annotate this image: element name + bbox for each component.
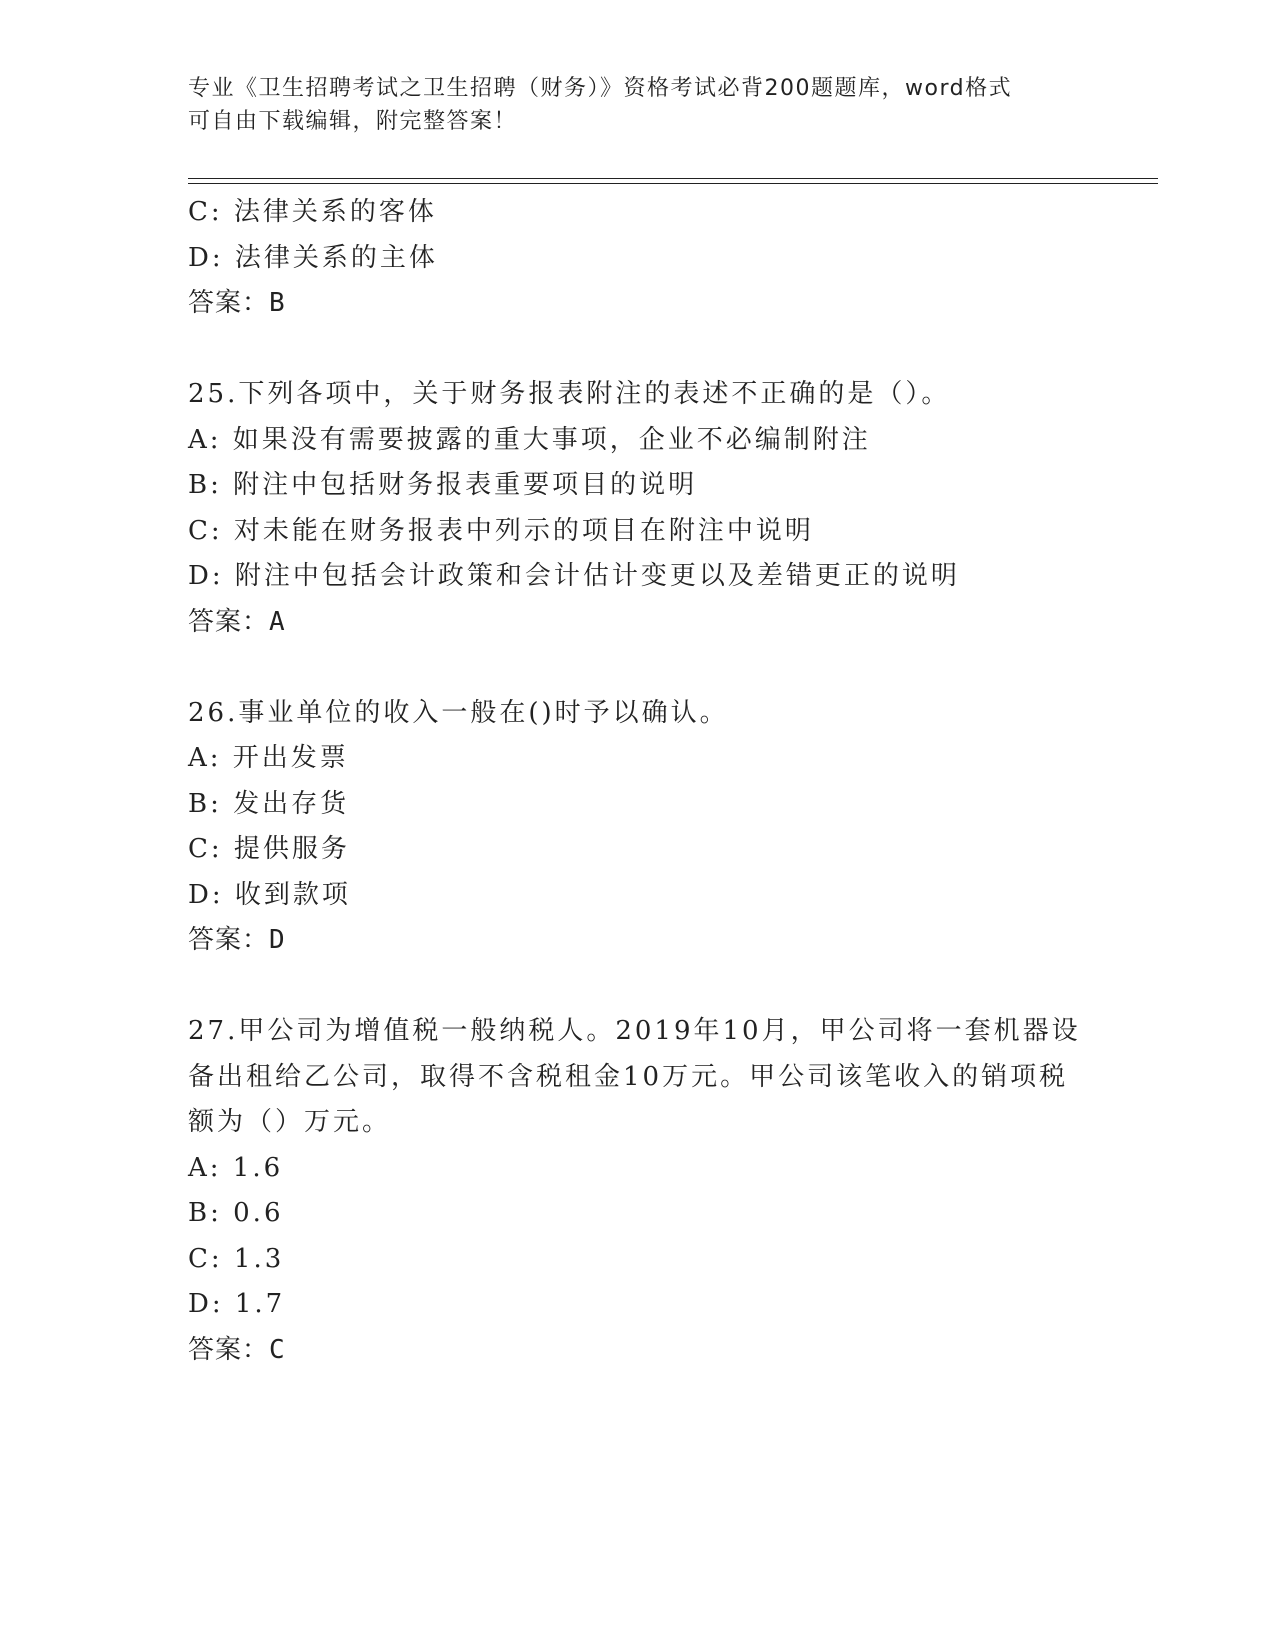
question-carryover	[188, 190, 1088, 327]
answer-value: C	[269, 1334, 286, 1365]
answer-line	[188, 918, 1088, 964]
option-b: B: 附注中包括财务报表重要项目的说明	[188, 470, 698, 500]
option-c: C: 1.3	[188, 1243, 285, 1274]
option-d: D: 收到款项	[188, 879, 351, 910]
answer-label: 答案：	[188, 606, 270, 637]
question-stem-line-3: 额为（）万元。	[188, 1107, 392, 1137]
spacer	[188, 645, 1088, 691]
option-c: C: 提供服务	[188, 834, 350, 864]
spacer	[188, 327, 1088, 373]
answer-value: A	[269, 606, 286, 637]
option-a: A: 开出发票	[188, 743, 349, 773]
header-rule-top	[188, 178, 1158, 179]
answer-line	[188, 600, 1088, 646]
option-d: D: 1.7	[188, 1289, 286, 1319]
answer-value: B	[269, 288, 286, 318]
option-c: C: 法律关系的客体	[188, 197, 437, 227]
answer-line	[188, 281, 1088, 327]
header-rule-bottom	[188, 183, 1158, 184]
question-stem-line-1: 27.甲公司为增值税一般纳税人。2019年10月，甲公司将一套机器设	[188, 1016, 1081, 1046]
question-list	[188, 190, 1088, 1373]
option-b: B: 0.6	[188, 1198, 284, 1228]
option-d: D: 附注中包括会计政策和会计估计变更以及差错更正的说明	[188, 561, 960, 591]
header-line-2: 可自由下载编辑，附完整答案！	[188, 109, 518, 134]
answer-label: 答案：	[188, 1334, 270, 1365]
question-26	[188, 691, 1088, 964]
question-stem: 25.下列各项中，关于财务报表附注的表述不正确的是（）。	[188, 379, 951, 409]
question-stem: 26.事业单位的收入一般在()时予以确认。	[188, 697, 729, 728]
question-25	[188, 372, 1088, 645]
option-d: D: 法律关系的主体	[188, 242, 438, 273]
question-27	[188, 1009, 1088, 1373]
answer-label: 答案：	[188, 288, 270, 318]
spacer	[188, 964, 1088, 1010]
option-c: C: 对未能在财务报表中列示的项目在附注中说明	[188, 515, 814, 546]
document-header	[188, 72, 1088, 138]
option-a: A: 1.6	[188, 1152, 284, 1183]
header-line-1: 专业《卫生招聘考试之卫生招聘（财务）》资格考试必背200题题库，word格式	[188, 76, 1013, 101]
answer-line	[188, 1328, 1088, 1374]
answer-value: D	[269, 925, 286, 955]
question-stem-line-2: 备出租给乙公司，取得不含税租金10万元。甲公司该笔收入的销项税	[188, 1061, 1069, 1092]
answer-label: 答案：	[188, 925, 270, 955]
option-b: B: 发出存货	[188, 788, 350, 819]
option-a: A: 如果没有需要披露的重大事项，企业不必编制附注	[188, 424, 871, 455]
